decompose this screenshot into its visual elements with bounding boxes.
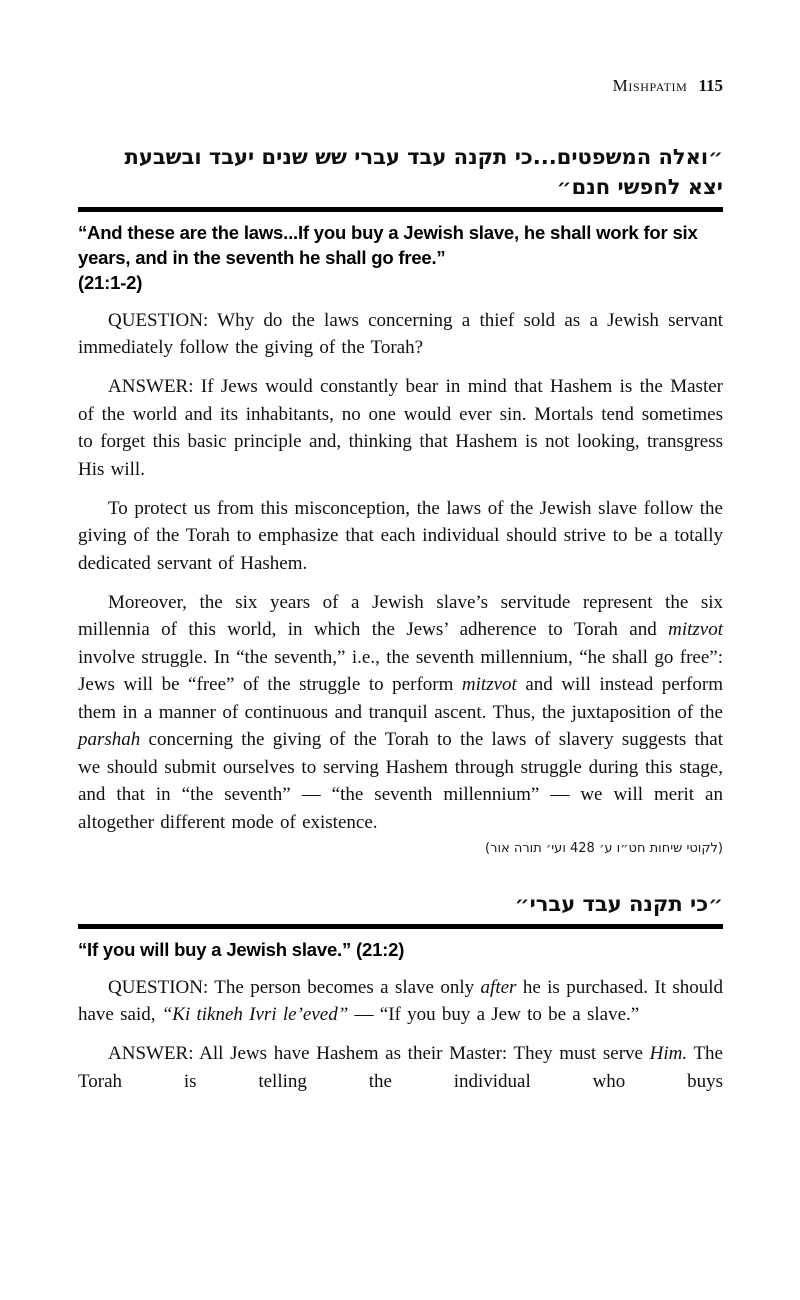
verse-reference: (21:2) xyxy=(356,939,405,960)
hebrew-heading xyxy=(78,142,723,202)
page-number: 115 xyxy=(698,76,723,95)
hebrew-heading-line: ״ואלה המשפטים...כי תקנה עבד עברי שש שנים יעבד ובשבעת xyxy=(124,145,723,169)
paragraph: Moreover, the six years of a Jewish slave’s servitude represent the six millennia of this world, in which the Jews’ adherence to Torah and mitzvot involve struggle. In “the seventh,” i.e., the seventh millennium, “he shall go free”: Jews will be “free” of the struggle to perform mitzvot and will instead perform them in a manner of continuous and tranquil ascent. Thus, the juxtaposition of the parshah concerning the giving of the Torah to the laws of slavery suggests that we should submit ourselves to serving Hashem through struggle during this stage, and that in “the seventh” — “the seventh millennium” — we will merit an altogether different mode of existence. xyxy=(78,591,723,833)
page-content xyxy=(78,0,723,1095)
paragraph-question: QUESTION: The person becomes a slave only after he is purchased. It should have said, “Ki tikneh Ivri le’eved” — “If you buy a Jew to be a slave.” xyxy=(78,976,724,1025)
section-divider-rule xyxy=(78,924,723,929)
english-heading xyxy=(78,220,723,295)
hebrew-heading-line: ״כי תקנה עבד עברי״ xyxy=(514,892,723,916)
hebrew-heading xyxy=(78,889,723,919)
verse-reference: (21:1-2) xyxy=(78,272,143,293)
paragraph-question: QUESTION: Why do the laws concerning a thief sold as a Jewish servant immediately follow the giving of the Torah? xyxy=(78,309,723,358)
english-heading xyxy=(78,937,723,962)
english-heading-text: “And these are the laws...If you buy a Jewish slave, he shall work for six years, and in the seventh he shall go free.” xyxy=(78,222,698,268)
paragraph-answer: ANSWER: If Jews would constantly bear in mind that Hashem is the Master of the world and its inhabitants, no one would ever sin. Mortals tend sometimes to forget this basic principle and, thinking that Hashem is not looking, transgress His will. xyxy=(78,376,723,480)
section-1 xyxy=(78,142,723,858)
source-citation: (לקוטי שיחות חט״ו ע׳ 428 ועי׳ תורה אור) xyxy=(485,841,723,856)
section-2 xyxy=(78,889,723,1095)
hebrew-heading-line: יצא לחפשי חנם״ xyxy=(556,175,723,199)
section-divider-rule xyxy=(78,207,723,212)
paragraph-answer: ANSWER: All Jews have Hashem as their Master: They must serve Him. The Torah is telling the individual who buys xyxy=(78,1043,723,1092)
running-header-section-title: Mishpatim xyxy=(612,76,688,95)
paragraph: To protect us from this misconception, the laws of the Jewish slave follow the giving of the Torah to emphasize that each individual should strive to be a totally dedicated servant of Hashem. xyxy=(78,497,723,574)
english-heading-text: “If you will buy a Jewish slave.” xyxy=(78,939,352,960)
running-header xyxy=(78,76,723,96)
